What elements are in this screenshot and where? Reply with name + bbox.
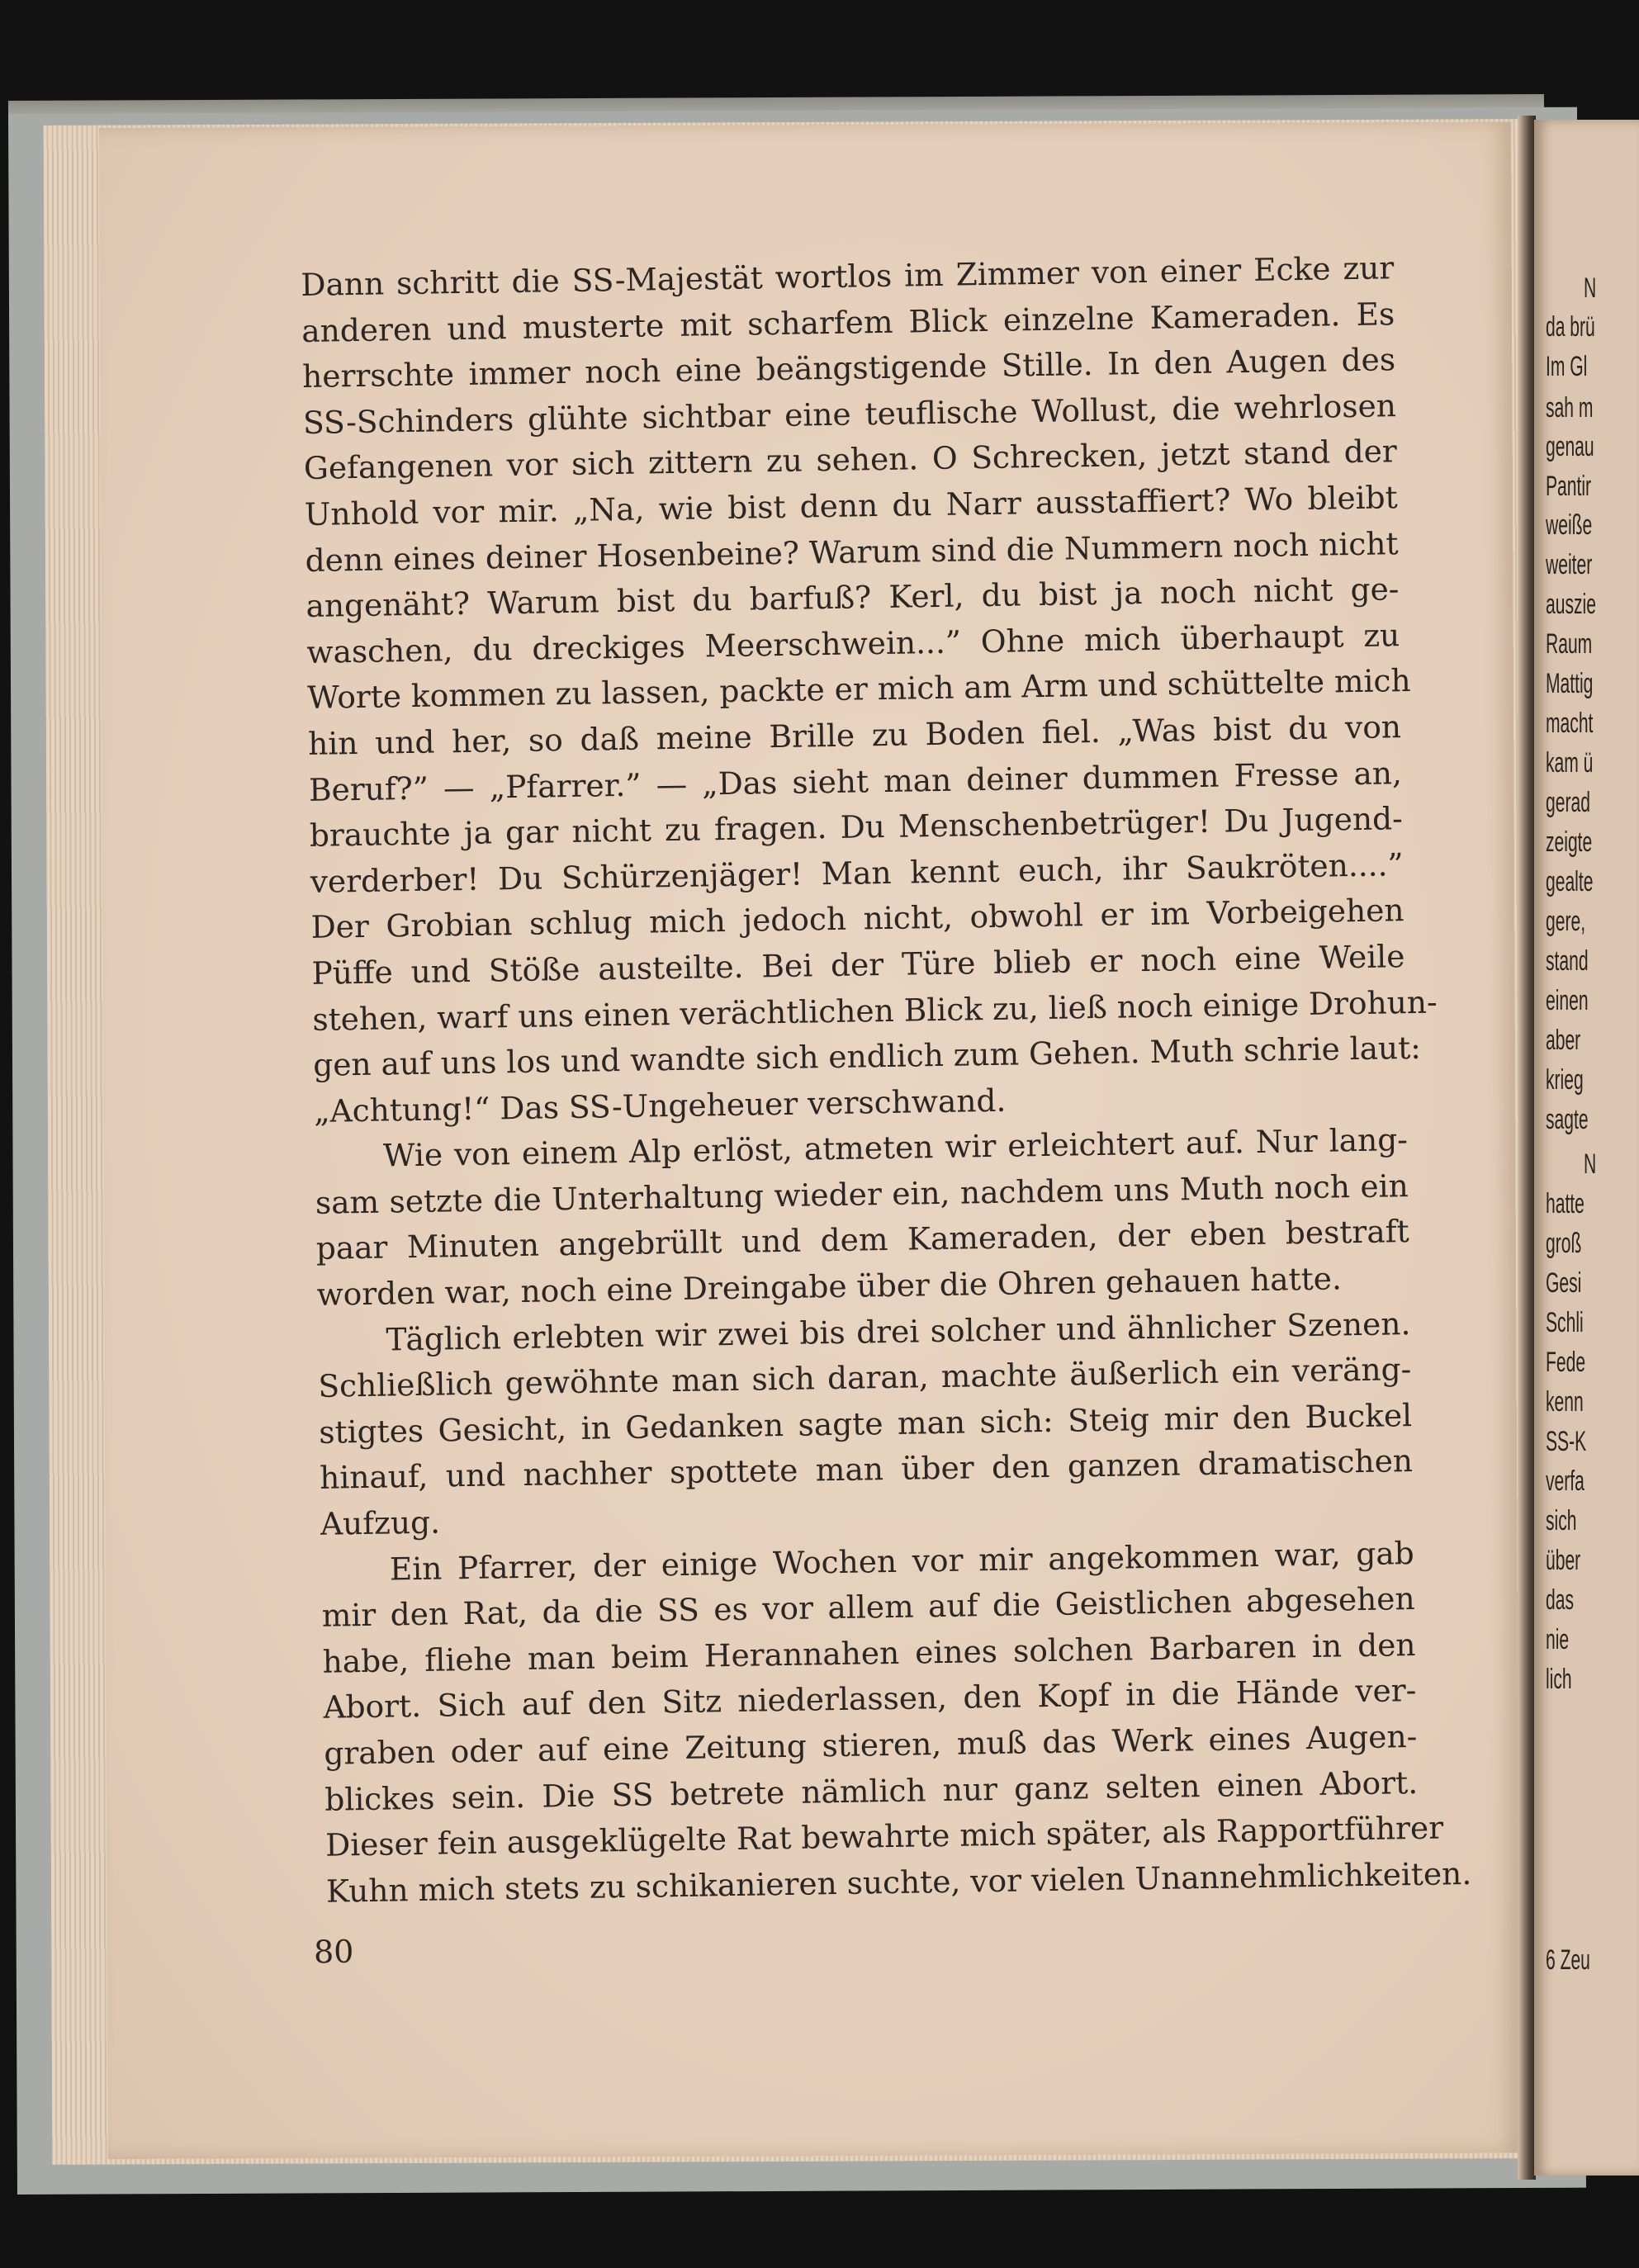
text-line: stehen, warf uns einen verächtlichen Blick zu, ließ noch einige Drohun- (312, 982, 1438, 1038)
text-line: Täglich erlebten wir zwei bis drei solcher und ähnlicher Szenen. (386, 1304, 1411, 1358)
right-page-text-fragment: gerad (1546, 787, 1590, 818)
right-page-text-fragment: einen (1546, 985, 1589, 1016)
right-page-text-fragment: gere, (1546, 906, 1586, 937)
text-line: anderen und musterte mit scharfem Blick einzelne Kameraden. Es (301, 295, 1395, 349)
text-line: „Achtung!“ Das SS-Ungeheuer verschwand. (313, 1082, 1007, 1129)
text-line: denn eines deiner Hosenbeine? Warum sind die Nummern noch nicht (305, 524, 1399, 579)
paragraph (315, 1117, 1410, 1318)
text-line: Gefangenen vor sich zittern zu sehen. O Schrecken, jetzt stand der (303, 433, 1398, 487)
text-line: Der Grobian schlug mich jedoch nicht, obwohl er im Vorbeigehen (310, 892, 1405, 946)
page-number: 80 (313, 1933, 354, 1971)
text-line: hinauf, und nachher spottete man über den ganzen dramatischen (319, 1442, 1414, 1497)
text-line: Aufzug. (320, 1503, 441, 1542)
text-line: graben oder auf eine Zeitung stieren, muß das Werk eines Augen- (324, 1717, 1418, 1772)
right-page-text-fragment: auszie (1546, 589, 1596, 620)
text-line: Dann schritt die SS-Majestät wortlos im Zimmer von einer Ecke zur (301, 249, 1395, 303)
right-page-text-fragment: das (1546, 1584, 1574, 1616)
right-page-text-fragment: Gesi (1546, 1267, 1582, 1299)
right-page-text-fragment: Pantir (1546, 471, 1592, 502)
right-page-text-fragment: Mattig (1546, 668, 1594, 699)
text-line: Püffe und Stöße austeilte. Bei der Türe blieb er noch eine Weile (311, 938, 1405, 992)
text-line: mir den Rat, da die SS es vor allem auf die Geistlichen abgesehen (321, 1580, 1415, 1635)
text-line: Unhold vor mir. „Na, wie bist denn du Narr ausstaffiert? Wo bleibt (304, 479, 1398, 533)
right-page-text-fragment: zeigte (1546, 826, 1593, 858)
right-page-text-fragment: sagte (1546, 1104, 1589, 1135)
right-page-text-fragment: krieg (1546, 1064, 1584, 1096)
right-page-text-fragment: aber (1546, 1025, 1581, 1056)
text-line: stigtes Gesicht, in Gedanken sagte man sich: Steig mir den Buckel (318, 1396, 1413, 1451)
right-page-text-fragment: Raum (1546, 628, 1593, 660)
right-page-text-fragment: Im Gl (1546, 351, 1588, 382)
text-line: verderber! Du Schürzenjäger! Man kennt euch, ihr Saukröten....” (310, 845, 1404, 900)
right-page-text-fragment: Schli (1546, 1307, 1584, 1338)
right-page-text-fragment: hatte (1546, 1188, 1585, 1219)
text-line: hin und her, so daß meine Brille zu Boden fiel. „Was bist du von (307, 708, 1402, 762)
text-line: Kuhn mich stets zu schikanieren suchte, vor vielen Unannehmlichkeiten. (325, 1854, 1472, 1910)
right-page-text-fragment: lich (1546, 1664, 1572, 1695)
text-line: SS-Schinders glühte sichtbar eine teuflische Wollust, die wehrlosen (302, 386, 1397, 441)
text-line: brauchte ja gar nicht zu fragen. Du Menschenbetrüger! Du Jugend- (309, 800, 1404, 855)
paragraph (317, 1301, 1414, 1548)
right-page-text-fragment: nie (1546, 1624, 1570, 1655)
text-line: waschen, du dreckiges Meerschwein...” Ohne mich überhaupt zu (306, 616, 1400, 670)
right-page-text-fragment: sich (1546, 1505, 1577, 1536)
right-page-text-fragment: groß (1546, 1228, 1582, 1259)
paragraph (320, 1531, 1472, 1915)
right-page-text-fragment: genau (1546, 431, 1594, 462)
text-line: Abort. Sich auf den Sitz niederlassen, den Kopf in die Hände ver- (323, 1672, 1417, 1726)
book-gutter (1518, 116, 1536, 2180)
right-page-text-fragment: Fede (1546, 1347, 1586, 1378)
text-line: habe, fliehe man beim Herannahen eines solchen Barbaren in den (322, 1626, 1416, 1680)
right-page (1534, 120, 1639, 2176)
text-line: paar Minuten angebrüllt und dem Kameraden, der eben bestraft (315, 1213, 1409, 1267)
right-page-text-fragment: kenn (1546, 1386, 1584, 1418)
right-page-text-fragment: verfa (1546, 1465, 1585, 1497)
page-text (301, 245, 1472, 1915)
text-line: Ein Pfarrer, der einige Wochen vor mir angekommen war, gab (389, 1534, 1415, 1588)
text-line: Wie von einem Alp erlöst, atmeten wir erleichtert auf. Nur lang- (382, 1121, 1409, 1174)
right-page-text-fragment: N (1584, 272, 1597, 304)
right-page-text-fragment: weiße (1546, 509, 1593, 541)
right-page-text-fragment: 6 Zeu (1546, 1944, 1590, 1976)
right-page-text-fragment: macht (1546, 708, 1594, 739)
right-page-text-fragment: SS-K (1546, 1426, 1587, 1457)
text-line: sam setzte die Unterhaltung wieder ein, nachdem uns Muth noch ein (315, 1167, 1409, 1221)
right-page-text-fragment: N (1584, 1148, 1597, 1180)
right-page-text-fragment: stand (1546, 945, 1589, 977)
right-page-text-fragment: da brü (1546, 311, 1595, 343)
right-page-text-fragment: sah m (1546, 392, 1594, 424)
text-line: Dieser fein ausgeklügelte Rat bewahrte mich später, als Rapportführer (324, 1809, 1444, 1863)
text-line: herrschte immer noch eine beängstigende Stille. In den Augen des (301, 341, 1396, 395)
right-page-text-fragment: weiter (1546, 549, 1593, 580)
text-line: Schließlich gewöhnte man sich daran, machte äußerlich ein veräng- (318, 1351, 1412, 1405)
text-line: blickes sein. Die SS betrete nämlich nur ganz selten einen Abort. (324, 1764, 1419, 1818)
text-line: gen auf uns los und wandte sich endlich zum Gehen. Muth schrie laut: (312, 1029, 1422, 1083)
text-line: Beruf?” — „Pfarrer.” — „Das sieht man deiner dummen Fresse an, (308, 754, 1403, 808)
paragraph (301, 245, 1438, 1134)
right-page-text-fragment: über (1546, 1545, 1581, 1576)
right-page-text-fragment: kam ü (1546, 747, 1594, 779)
text-line: angenäht? Warum bist du barfuß? Kerl, du bist ja noch nicht ge- (306, 571, 1400, 625)
right-page-text-fragment: gealte (1546, 866, 1594, 897)
text-line: Worte kommen zu lassen, packte er mich am Arm und schüttelte mich (306, 662, 1411, 717)
text-line: worden war, noch eine Dreingabe über die Ohren gehauen hatte. (316, 1260, 1343, 1313)
